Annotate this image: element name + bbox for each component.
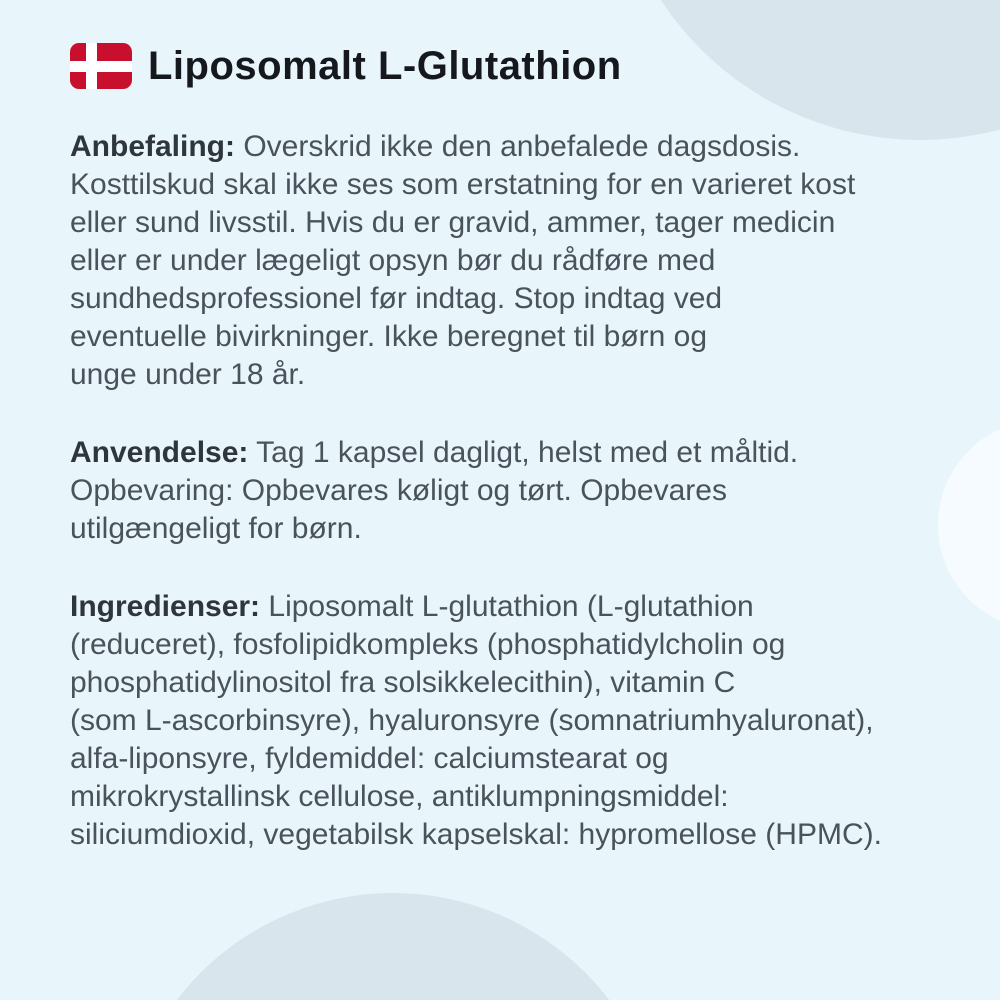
label-content [70, 41, 950, 854]
section-line: Kosttilskud skal ikke ses som erstatning for en varieret kost [70, 168, 856, 201]
section-line: eventuelle bivirkninger. Ikke beregnet til børn og [70, 320, 708, 353]
section-anbefaling [70, 128, 950, 394]
section-label: Anvendelse: [70, 436, 249, 469]
header [70, 41, 950, 91]
section-line-text: Liposomalt L-glutathion (L-glutathion [260, 590, 754, 623]
section-ingredienser [70, 588, 950, 854]
section-line: eller er under lægeligt opsyn bør du rådføre med [70, 244, 716, 277]
section-line: (som L-ascorbinsyre), hyaluronsyre (somnatriumhyaluronat), [70, 704, 874, 737]
flag-cross-horizontal [70, 61, 132, 72]
section-line: alfa-liponsyre, fyldemiddel: calciumstearat og [70, 742, 669, 775]
section-line: phosphatidylinositol fra solsikkelecithin), vitamin C [70, 666, 736, 699]
section-anvendelse [70, 434, 950, 548]
danish-flag-icon [70, 43, 132, 89]
section-line: (reduceret), fosfolipidkompleks (phosphatidylcholin og [70, 628, 786, 661]
section-line [70, 588, 950, 626]
section-label: Ingredienser: [70, 590, 261, 623]
section-line: Opbevaring: Opbevares køligt og tørt. Opbevares [70, 474, 727, 507]
section-line: utilgængeligt for børn. [70, 512, 362, 545]
section-line [70, 128, 950, 166]
section-label: Anbefaling: [70, 130, 235, 163]
section-line: sundhedsprofessionel før indtag. Stop indtag ved [70, 282, 723, 315]
section-line-text: Overskrid ikke den anbefalede dagsdosis. [235, 130, 801, 163]
section-line [70, 434, 950, 472]
decorative-circle-bottom [121, 893, 665, 1000]
section-line: mikrokrystallinsk cellulose, antiklumpningsmiddel: [70, 780, 729, 813]
section-line: eller sund livsstil. Hvis du er gravid, ammer, tager medicin [70, 206, 836, 239]
section-line: unge under 18 år. [70, 358, 306, 391]
page-title: Liposomalt L-Glutathion [148, 43, 622, 88]
section-line-text: Tag 1 kapsel dagligt, helst med et måltid. [248, 436, 799, 469]
section-line: siliciumdioxid, vegetabilsk kapselskal: hypromellose (HPMC). [70, 818, 882, 851]
